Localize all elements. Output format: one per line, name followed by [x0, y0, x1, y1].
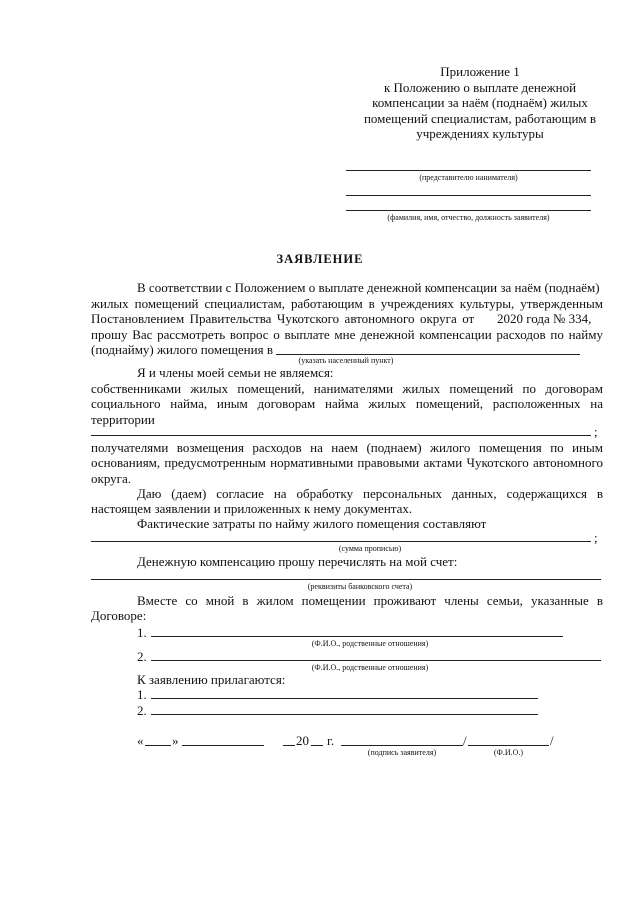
- territory-input-line[interactable]: [91, 435, 591, 436]
- paragraph-text: Постановлением Правительства Чукотского автономного округа от: [91, 311, 475, 326]
- name-caption: (Ф.И.О.): [493, 748, 524, 757]
- attachment-2-line[interactable]: [151, 714, 538, 715]
- appendix-block: [330, 64, 630, 142]
- paragraph-text: округа.: [91, 471, 131, 486]
- sum-caption: (сумма прописью): [338, 544, 402, 553]
- attachment-1-line[interactable]: [151, 698, 538, 699]
- slash: /: [463, 733, 467, 748]
- paragraph-text: жилых помещений специалистам, работающим в учреждениях культуры, утвержденным: [91, 296, 603, 311]
- paragraph-text: В соответствии с Положением о выплате денежной компенсации за наём (поднаём): [137, 280, 600, 295]
- date-year-line[interactable]: [311, 745, 323, 746]
- slash: /: [550, 733, 554, 748]
- family-member-2-line[interactable]: [151, 660, 601, 661]
- semicolon: ;: [594, 530, 598, 545]
- year-suffix: г.: [327, 733, 335, 748]
- appendix-line: учреждениях культуры: [416, 126, 544, 142]
- settlement-caption: (указать населенный пункт): [298, 356, 394, 365]
- family-caption: (Ф.И.О., родственные отношения): [311, 663, 429, 672]
- date-close-quote: »: [172, 733, 179, 748]
- date-year-prefix-line[interactable]: [283, 745, 295, 746]
- paragraph-text: социального найма, иным договорам найма жилых помещений, расположенных на: [91, 396, 603, 411]
- appendix-line: компенсации за наём (поднаём) жилых: [372, 95, 588, 111]
- family-item-number: 2.: [137, 649, 147, 664]
- applicant-line-1[interactable]: [346, 195, 591, 196]
- paragraph-text: основаниям, предусмотренным нормативными правовыми актами Чукотского автономного: [91, 455, 603, 470]
- paragraph-text: настоящем заявлении и приложенных к нему документах.: [91, 501, 413, 516]
- family-member-1-line[interactable]: [151, 636, 563, 637]
- family-caption: (Ф.И.О., родственные отношения): [311, 639, 429, 648]
- paragraph-text: К заявлению прилагаются:: [137, 672, 286, 687]
- date-day-line[interactable]: [145, 745, 171, 746]
- paragraph-text: Я и члены моей семьи не являемся:: [137, 365, 334, 380]
- year-prefix: 20: [296, 733, 309, 748]
- appendix-line: к Положению о выплате денежной: [383, 79, 577, 95]
- attachment-number: 1.: [137, 687, 147, 702]
- signature-line[interactable]: [341, 745, 463, 746]
- settlement-input-line[interactable]: [276, 354, 580, 355]
- bank-caption: (реквизиты банковского счета): [307, 582, 413, 591]
- paragraph-text: Вместе со мной в жилом помещении проживают члены семьи, указанные в: [137, 593, 603, 608]
- sum-input-line[interactable]: [91, 541, 591, 542]
- applicant-line-2[interactable]: [346, 210, 591, 211]
- document-title: ЗАЯВЛЕНИЕ: [276, 252, 364, 266]
- attachment-number: 2.: [137, 703, 147, 718]
- paragraph-text: собственниками жилых помещений, нанимателями жилых помещений по договорам: [91, 381, 603, 396]
- signature-caption: (подпись заявителя): [367, 748, 437, 757]
- paragraph-text: прошу Вас рассмотреть вопрос о выплате мне денежной компенсации расходов по найму: [91, 327, 603, 342]
- applicant-caption: (фамилия, имя, отчество, должность заявителя): [387, 213, 550, 222]
- paragraph-text: территории: [91, 412, 155, 427]
- paragraph-text: (поднайму) жилого помещения в: [91, 342, 273, 357]
- date-open-quote: «: [137, 733, 144, 748]
- semicolon: ;: [594, 424, 598, 439]
- paragraph-text: Даю (даем) согласие на обработку персональных данных, содержащихся в: [137, 486, 603, 501]
- paragraph-text: получателями возмещения расходов на наем (поднаем) жилого помещения по иным: [91, 440, 603, 455]
- paragraph-text: Фактические затраты по найму жилого помещения составляют: [137, 516, 487, 531]
- paragraph-text: Денежную компенсацию прошу перечислять на мой счет:: [137, 554, 458, 569]
- date-month-line[interactable]: [182, 745, 264, 746]
- paragraph-text: Договоре:: [91, 608, 147, 623]
- bank-input-line[interactable]: [91, 579, 601, 580]
- representative-caption: (представителю нанимателя): [419, 173, 518, 182]
- family-item-number: 1.: [137, 625, 147, 640]
- paragraph-text: 2020 года № 334,: [497, 311, 592, 326]
- name-line[interactable]: [468, 745, 549, 746]
- representative-line[interactable]: [346, 170, 591, 171]
- appendix-line: помещений специалистам, работающим в: [363, 110, 597, 126]
- appendix-line: Приложение 1: [440, 64, 520, 79]
